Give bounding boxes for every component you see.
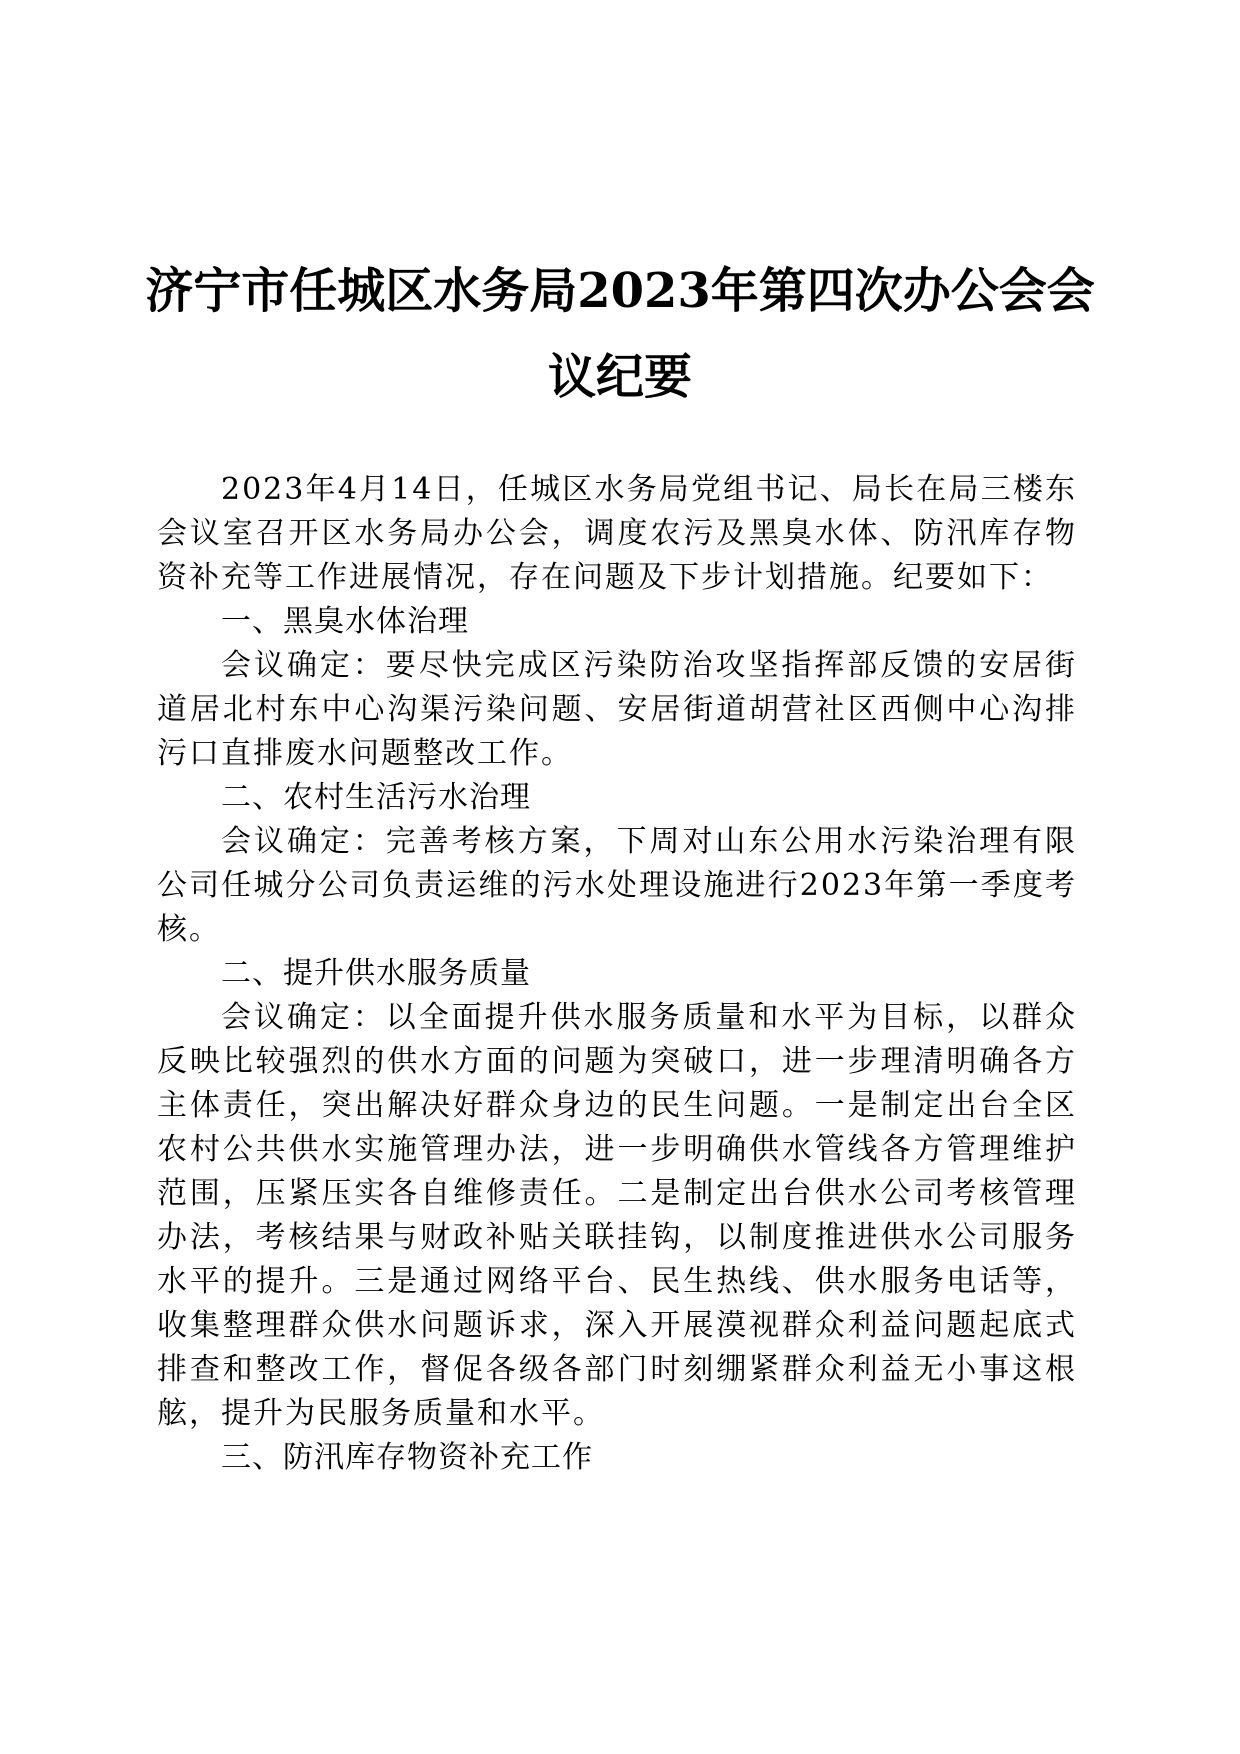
document-title-line-2: 议纪要 — [547, 349, 692, 405]
section-heading-3: 二、提升供水服务质量 — [221, 956, 531, 991]
section-heading-4: 三、防汛库存物资补充工作 — [221, 1440, 593, 1475]
section-text-1: 会议确定：要尽快完成区污染防治攻坚指挥部反馈的安居街道居北村东中心沟渠污染问题、安居街道胡营社区西侧中心沟排污口直排废水问题整改工作。 — [157, 648, 1077, 771]
document-body — [157, 468, 1077, 1480]
section-text-2: 会议确定：完善考核方案，下周对山东公用水污染治理有限公司任城分公司负责运维的污水处理设施进行2023年第一季度考核。 — [157, 824, 1077, 947]
section-heading-1: 一、黑臭水体治理 — [221, 604, 469, 639]
intro-paragraph: 2023年4月14日，任城区水务局党组书记、局长在局三楼东会议室召开区水务局办公会，调度农污及黑臭水体、防汛库存物资补充等工作进展情况，存在问题及下步计划措施。纪要如下： — [157, 472, 1077, 595]
section-heading-2: 二、农村生活污水治理 — [221, 780, 531, 815]
document-title-line-1: 济宁市任城区水务局2023年第四次办公会会 — [145, 263, 1095, 319]
section-text-3: 会议确定：以全面提升供水服务质量和水平为目标，以群众反映比较强烈的供水方面的问题为突破口，进一步理清明确各方主体责任，突出解决好群众身边的民生问题。一是制定出台全区农村公共供水实施管理办法，进一步明确供水管线各方管理维护范围，压紧压实各自维修责任。二是制定出台供水公司考核管理办法，考核结果与财政补贴关联挂钩，以制度推进供水公司服务水平的提升。三是通过网络平台、民生热线、供水服务电话等，收集整理群众供水问题诉求，深入开展漠视群众利益问题起底式排查和整改工作，督促各级各部门时刻绷紧群众利益无小事这根舷，提升为民服务质量和水平。 — [157, 1000, 1077, 1431]
